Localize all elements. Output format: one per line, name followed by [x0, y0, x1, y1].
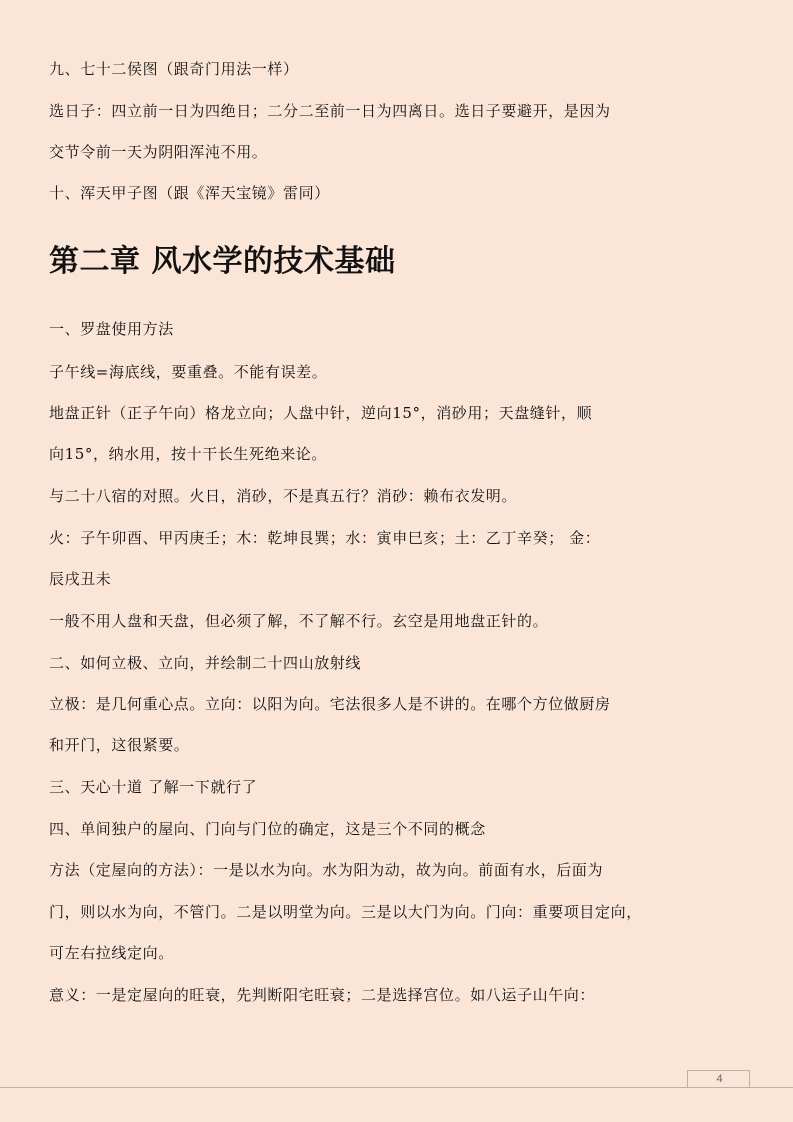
paragraph-line: 一般不用人盘和天盘，但必须了解，不了解不行。玄空是用地盘正针的。	[49, 612, 549, 630]
section-heading-72-hou: 九、七十二侯图（跟奇门用法一样）	[49, 60, 299, 78]
paragraph-line: 交节令前一天为阴阳浑沌不用。	[49, 143, 268, 161]
section-heading-wuxiang: 四、单间独户的屋向、门向与门位的确定，这是三个不同的概念	[49, 820, 486, 838]
paragraph-line: 辰戌丑未	[49, 570, 112, 588]
paragraph-line: 地盘正针（正子午向）格龙立向；人盘中针，逆向15°，消砂用；天盘缝针，顺	[49, 404, 593, 422]
chapter-title: 第二章 风水学的技术基础	[49, 244, 396, 279]
section-heading-huntian: 十、浑天甲子图（跟《浑天宝镜》雷同）	[49, 184, 330, 202]
paragraph-line: 方法（定屋向的方法）：一是以水为向。水为阳为动，故为向。前面有水，后面为	[49, 861, 604, 879]
paragraph-line: 选日子：四立前一日为四绝日；二分二至前一日为四离日。选日子要避开，是因为	[49, 102, 611, 120]
paragraph-line: 向15°，纳水用，按十干长生死绝来论。	[49, 445, 327, 463]
footer-rule	[0, 1087, 793, 1088]
section-heading-luopan: 一、罗盘使用方法	[49, 320, 174, 338]
paragraph-line: 意义：一是定屋向的旺衰，先判断阳宅旺衰；二是选择宫位。如八运子山午向：	[49, 986, 596, 1004]
section-heading-tianxin: 三、天心十道 了解一下就行了	[49, 778, 258, 796]
page-number: 4	[716, 1073, 723, 1085]
paragraph-line: 子午线=海底线，要重叠。不能有误差。	[49, 363, 328, 381]
paragraph-line: 立极：是几何重心点。立向：以阳为向。宅法很多人是不讲的。在哪个方位做厨房	[49, 695, 611, 713]
paragraph-line: 可左右拉线定向。	[49, 944, 174, 962]
paragraph-line: 门，则以水为向，不管门。二是以明堂为向。三是以大门为向。门向：重要项目定向，	[49, 903, 642, 921]
paragraph-line: 与二十八宿的对照。火日，消砂，不是真五行？消砂：赖布衣发明。	[49, 487, 518, 505]
page-number-tab	[687, 1070, 750, 1087]
section-heading-liji: 二、如何立极、立向，并绘制二十四山放射线	[49, 654, 362, 672]
paragraph-line: 和开门，这很紧要。	[49, 736, 190, 754]
paragraph-line: 火：子午卯酉、甲丙庚壬；木：乾坤艮巽；水：寅申巳亥；土：乙丁辛癸； 金：	[49, 529, 601, 547]
